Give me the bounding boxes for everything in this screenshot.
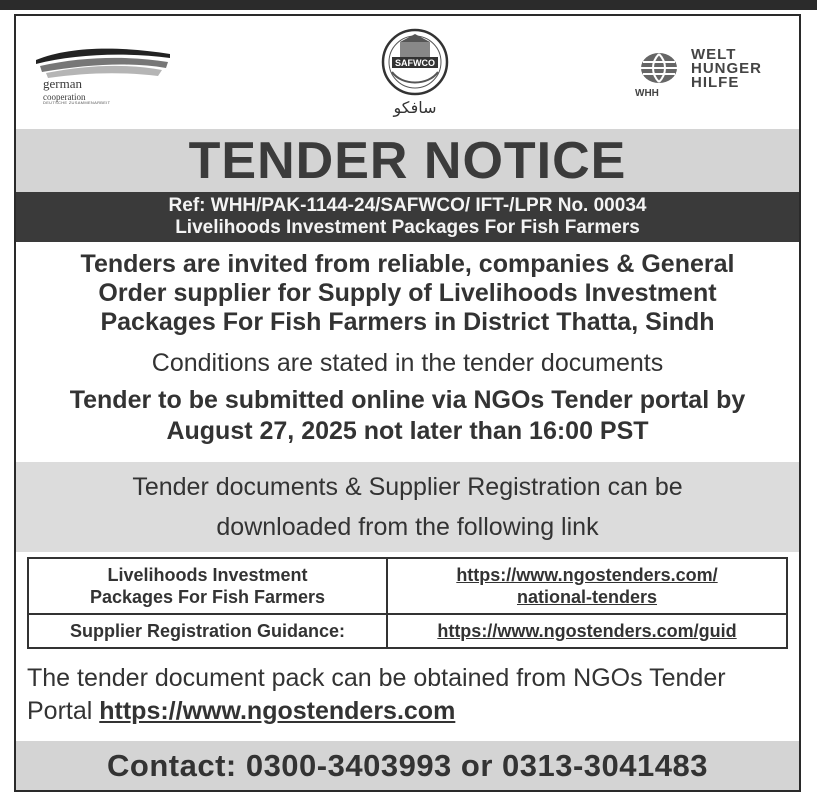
national-tenders-link-line[interactable]: national-tenders bbox=[516, 587, 658, 607]
whh-globe-icon bbox=[637, 50, 689, 90]
safwco-emblem-icon bbox=[370, 26, 460, 98]
package-label-cell bbox=[28, 558, 387, 614]
pack-prefix: Portal bbox=[27, 697, 100, 725]
german-cooperation-text: german cooperation bbox=[43, 76, 86, 102]
safwco-logo bbox=[370, 26, 460, 126]
pack-line: The tender document pack can be obtained from NGOs Tender bbox=[27, 664, 726, 692]
title-band bbox=[16, 129, 799, 192]
portal-link[interactable]: https://www.ngostenders.com bbox=[99, 697, 456, 725]
notice-title: TENDER NOTICE bbox=[188, 132, 627, 190]
supplier-guidance-link[interactable]: https://www.ngostenders.com/guid bbox=[387, 614, 787, 648]
submission-line: August 27, 2025 not later than 16:00 PST bbox=[166, 417, 649, 445]
package-label-line: Livelihoods Investment bbox=[107, 565, 308, 585]
german-cooperation-logo bbox=[30, 42, 180, 112]
submission-line: Tender to be submitted online via NGOs Tender portal by bbox=[69, 386, 746, 414]
whh-wordmark: WELT HUNGER HILFE bbox=[691, 46, 763, 91]
tender-subject: Livelihoods Investment Packages For Fish Farmers bbox=[175, 217, 640, 238]
top-rule bbox=[0, 0, 817, 10]
reference-number: Ref: WHH/PAK-1144-24/SAFWCO/ IFT-/LPR No. 00034 bbox=[168, 195, 647, 216]
package-label-line: Packages For Fish Farmers bbox=[89, 587, 326, 607]
contact-band bbox=[16, 741, 799, 790]
german-cooperation-subtext: DEUTSCHE ZUSAMMENARBEIT bbox=[43, 100, 111, 105]
document-pack-paragraph bbox=[27, 662, 797, 728]
whh-abbreviation: WHH bbox=[635, 88, 659, 99]
pack-line bbox=[27, 695, 797, 728]
svg-text:SAFWCO: SAFWCO bbox=[395, 58, 435, 68]
national-tenders-link[interactable] bbox=[387, 558, 787, 614]
contact-numbers: Contact: 0300-3403993 or 0313-3041483 bbox=[107, 748, 708, 783]
download-line: Tender documents & Supplier Registration can be bbox=[132, 473, 683, 501]
safwco-urdu-text: سافکو bbox=[393, 98, 437, 117]
supplier-guidance-label: Supplier Registration Guidance: bbox=[28, 614, 387, 648]
download-line: downloaded from the following link bbox=[216, 513, 599, 541]
invitation-line: Tenders are invited from reliable, companies & General bbox=[80, 250, 735, 278]
welthungerhilfe-logo bbox=[635, 48, 795, 108]
download-band bbox=[16, 462, 799, 552]
conditions-text: Conditions are stated in the tender documents bbox=[151, 349, 664, 377]
links-table bbox=[27, 557, 788, 649]
submission-paragraph bbox=[16, 385, 799, 447]
invitation-line: Order supplier for Supply of Livelihoods Investment bbox=[98, 279, 717, 307]
invitation-paragraph bbox=[16, 250, 799, 337]
reference-band bbox=[16, 192, 799, 242]
table-row bbox=[28, 558, 787, 614]
invitation-line: Packages For Fish Farmers in District Thatta, Sindh bbox=[100, 308, 715, 336]
table-row bbox=[28, 614, 787, 648]
download-instructions bbox=[16, 467, 799, 547]
national-tenders-link-line[interactable]: https://www.ngostenders.com/ bbox=[456, 565, 718, 585]
